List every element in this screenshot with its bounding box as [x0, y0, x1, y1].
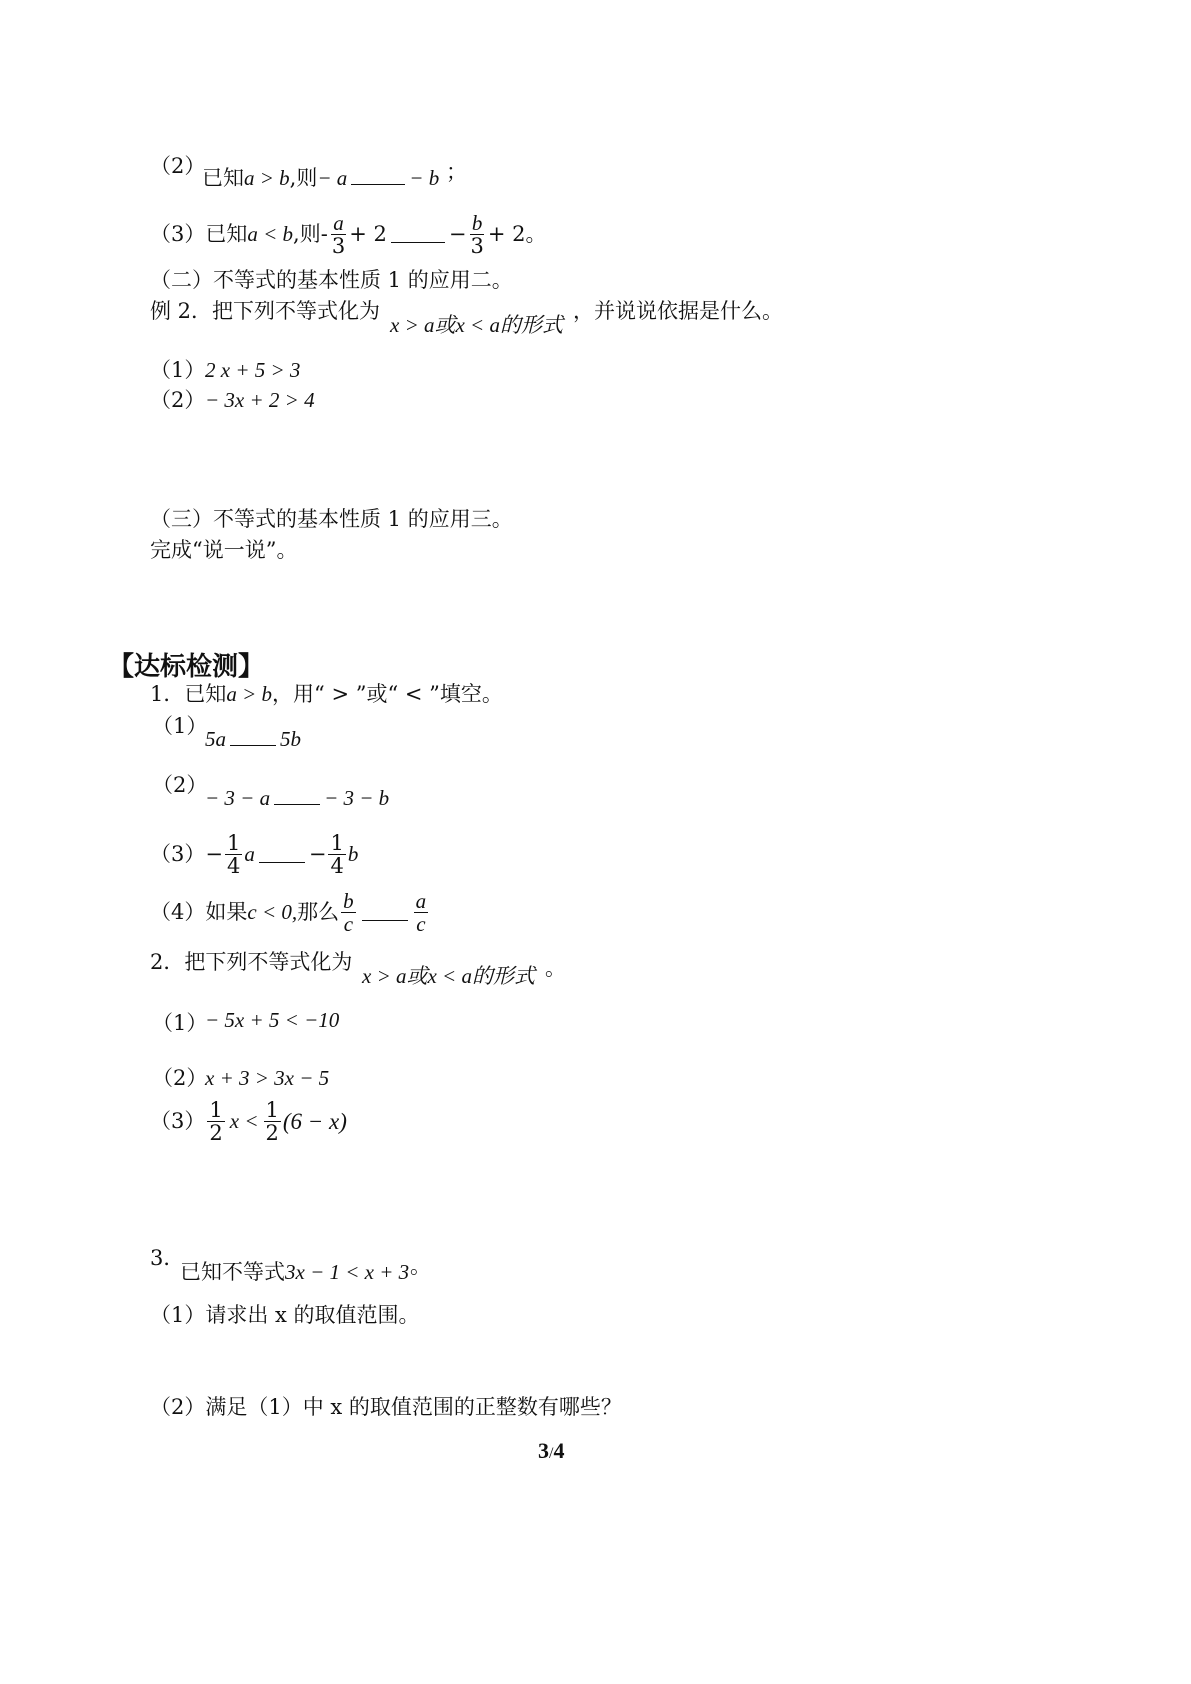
lesson-q3-then: ,则 — [293, 222, 321, 247]
fraction — [341, 890, 356, 935]
fraction-denominator: 3 — [470, 234, 484, 259]
fraction-denominator: c — [416, 912, 426, 937]
problem3-line — [180, 1262, 409, 1283]
page-number — [538, 1440, 564, 1462]
problem1-3-minus-a: − — [205, 842, 223, 867]
problem1-intro-text: 1．已知 — [150, 682, 227, 706]
answer-blank[interactable] — [274, 804, 320, 805]
fraction-denominator: 2 — [209, 1121, 223, 1146]
section-heading-check: 【达标检测】 — [108, 652, 265, 682]
lesson-q2-right: − b — [409, 166, 440, 190]
problem3-expr: 3x − 1 < x + 3 — [285, 1260, 410, 1284]
fraction — [330, 212, 347, 257]
problem1-4-cond: c < 0, — [247, 900, 298, 925]
fraction — [328, 832, 345, 877]
problem1-2-label: （2） — [152, 773, 208, 797]
fraction — [414, 890, 429, 935]
problem3-end: 。 — [410, 1254, 431, 1278]
fraction — [207, 1099, 224, 1144]
problem1-1-left: 5a — [205, 727, 226, 751]
problem1-1-expr — [205, 729, 301, 750]
lesson-q3-cond: a < b — [247, 222, 294, 247]
fraction-numerator: a — [415, 889, 427, 913]
lesson-q3-plus-two: + 2 — [349, 222, 387, 247]
lesson-q2-left: − a — [317, 166, 348, 190]
problem1-2-expr — [205, 788, 389, 809]
example2-text: 例 2．把下列不等式化为 — [150, 299, 381, 323]
problem1-3-var-a: a — [244, 842, 255, 867]
problem3-part2: （2）满足（1）中 x 的取值范围的正整数有哪些？ — [150, 1395, 622, 1419]
problem1-3-label: （3） — [150, 842, 206, 867]
problem1-4-label: （4） — [150, 900, 206, 925]
problem2-3-label: （3） — [150, 1109, 206, 1134]
fraction — [264, 1099, 281, 1144]
problem3-number: 3． — [150, 1246, 185, 1270]
lesson-q3-prefix: 已知 — [205, 222, 248, 247]
problem2-3-line — [150, 1099, 347, 1144]
answer-blank[interactable] — [351, 184, 405, 185]
fraction-numerator: b — [471, 211, 483, 235]
problem1-intro — [150, 684, 503, 705]
problem1-1-label: （1） — [152, 714, 208, 738]
problem1-3-line — [150, 832, 358, 877]
fraction-numerator: b — [343, 889, 354, 913]
problem1-1-right: 5b — [280, 727, 301, 751]
lesson-q2-then: ,则 — [289, 166, 318, 190]
problem2-end: 。 — [545, 956, 566, 980]
example2-formula: x > a或x < a的形式 — [390, 313, 563, 337]
page-separator: / — [549, 1445, 554, 1462]
problem1-4-text: 如果 — [205, 900, 248, 925]
fraction-numerator: a — [333, 211, 344, 235]
example2-item2-expr: − 3x + 2 > 4 — [205, 388, 315, 412]
problem1-2-right: − 3 − b — [324, 786, 390, 810]
fraction — [225, 832, 242, 877]
fraction-denominator: c — [343, 912, 354, 937]
fraction-denominator: 2 — [265, 1121, 279, 1146]
problem1-3-var-b: b — [347, 842, 359, 867]
page-current: 3 — [538, 1438, 549, 1463]
problem3-part1: （1）请求出 x 的取值范围。 — [150, 1303, 420, 1327]
example2-item1-expr: 2 x + 5 > 3 — [205, 358, 301, 382]
problem1-tail: ，用“ > ”或“ < ”填空。 — [272, 682, 503, 706]
problem1-4-then: 那么 — [297, 900, 340, 925]
lesson-q3-end: 。 — [525, 222, 547, 247]
lesson-q3-minus-two: − — [448, 222, 467, 247]
fraction — [468, 212, 485, 257]
problem2-3-lt: x < — [229, 1109, 259, 1134]
problem2-1-label: （1） — [152, 1011, 208, 1035]
fraction-numerator: 1 — [209, 1098, 223, 1122]
example2-item1-label: （1） — [150, 358, 206, 382]
answer-blank[interactable] — [362, 920, 408, 921]
fraction-denominator: 4 — [226, 854, 241, 879]
lesson-q3-plus-two-b: + 2 — [487, 222, 526, 247]
lesson-q2-label: （2） — [150, 154, 206, 178]
lesson-q3-line — [150, 212, 546, 257]
problem2-1-expr: − 5x + 5 < −10 — [205, 1008, 340, 1032]
fraction-numerator: 1 — [226, 831, 241, 855]
answer-blank[interactable] — [391, 242, 445, 243]
problem2-2-expr: x + 3 > 3x − 5 — [205, 1066, 330, 1090]
problem2-3-paren: (6 − x) — [282, 1109, 347, 1135]
fraction-numerator: 1 — [265, 1098, 279, 1122]
fraction-denominator: 3 — [331, 234, 346, 259]
problem1-2-left: − 3 − a — [205, 786, 271, 810]
lesson-q3-label: （3） — [150, 222, 206, 247]
problem2-intro: 2．把下列不等式化为 — [150, 950, 353, 974]
problem3-text: 已知不等式 — [180, 1260, 285, 1284]
problem1-3-minus-b: − — [308, 842, 327, 867]
fraction-denominator: 4 — [330, 854, 344, 879]
page-total: 4 — [553, 1438, 565, 1463]
section-title-two: （二）不等式的基本性质 1 的应用二。 — [150, 268, 513, 292]
section-title-three: （三）不等式的基本性质 1 的应用三。 — [150, 507, 513, 531]
problem2-formula: x > a或x < a的形式 — [362, 964, 535, 988]
fraction-numerator: 1 — [330, 831, 344, 855]
lesson-q2-end: ； — [446, 160, 467, 184]
answer-blank[interactable] — [230, 745, 276, 746]
example2-item2-label: （2） — [150, 388, 206, 412]
problem2-2-label: （2） — [152, 1066, 208, 1090]
lesson-q2-line — [202, 168, 439, 189]
lesson-q2-prefix: 已知 — [202, 166, 244, 190]
example2-tail: ，并说说依据是什么。 — [573, 299, 783, 323]
lesson-q3-minus: - — [320, 222, 328, 247]
say-one-say-text: 完成“说一说”。 — [150, 538, 298, 562]
problem1-cond: a > b — [226, 682, 273, 706]
lesson-q2-cond: a > b — [244, 166, 290, 190]
problem1-4-line — [150, 890, 430, 935]
answer-blank[interactable] — [259, 862, 305, 863]
